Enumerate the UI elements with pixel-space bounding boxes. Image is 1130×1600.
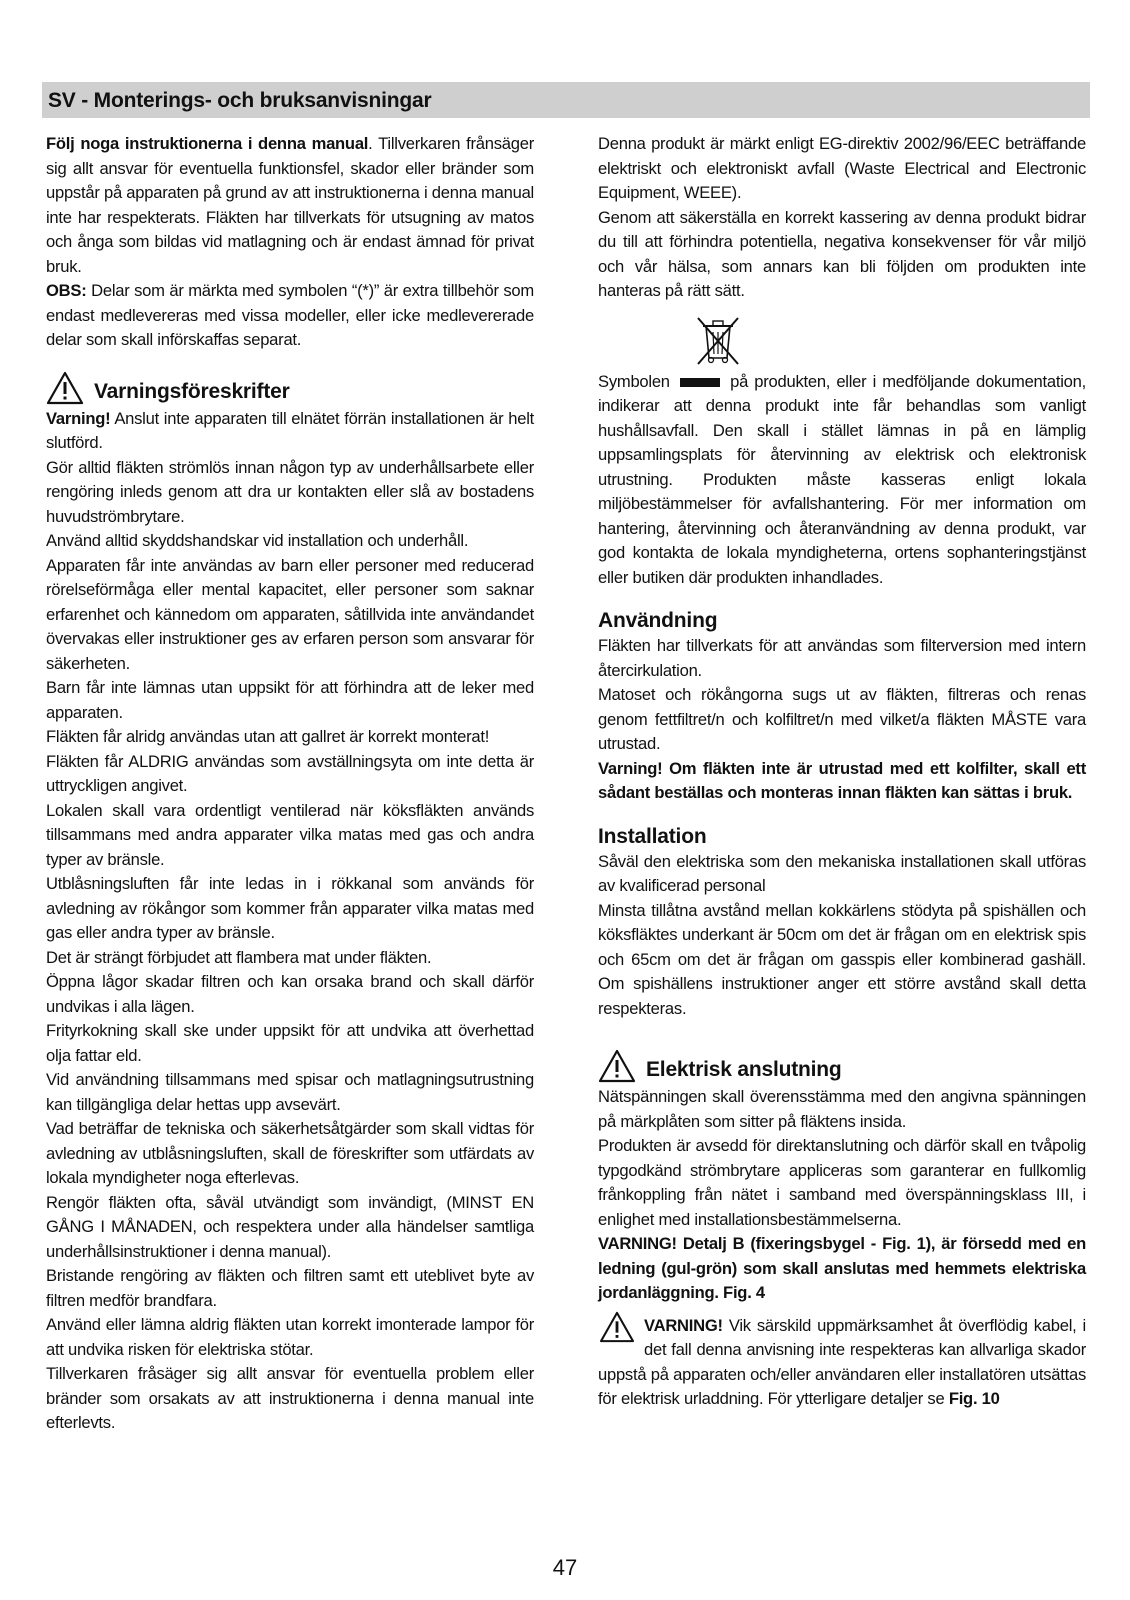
warning-paragraph: Rengör fläkten ofta, såväl utvändigt som invändigt, (MINST EN GÅNG I MÅNADEN, och respektera under alla händelser samtliga underhållsinstruktioner i denna manual).	[46, 1192, 534, 1261]
usage-paragraph-1: Fläkten har tillverkats för att användas som filterversion med intern återcirkulation.	[598, 636, 1086, 680]
warning-paragraph: Vid användning tillsammans med spisar och matlagningsutrustning kan tillgängliga delar hettas upp avsevärt.	[46, 1070, 534, 1114]
warning-paragraph: Barn får inte lämnas utan uppsikt för att förhindra att de leker med apparaten.	[46, 678, 534, 722]
warning-paragraph: Använd eller lämna aldrig fläkten utan korrekt imonterade lampor för att undvika risken för elektriska stötar.	[46, 1315, 534, 1359]
warning-label: Varning!	[46, 408, 111, 428]
final-warning-label: VARNING!	[644, 1315, 723, 1335]
electrical-warning: VARNING! Detalj B (fixeringsbygel - Fig. 1), är försedd med en ledning (gul-grön) som skall anslutas med hemmets elektriska jordanläggning. Fig. 4	[598, 1234, 1086, 1302]
warnings-heading-row	[46, 371, 534, 405]
left-column	[46, 132, 534, 1436]
warning-paragraph: Frityrkokning skall ske under uppsikt för att undvika att överhettad olja fattar eld.	[46, 1021, 534, 1065]
warning-paragraph: Använd alltid skyddshandskar vid installation och underhåll.	[46, 531, 469, 550]
electrical-heading: Elektrisk anslutning	[646, 1058, 842, 1081]
installation-paragraph-1: Såväl den elektriska som den mekaniska installationen skall utföras av kvalificerad personal	[598, 851, 1086, 895]
warning-first-text: Anslut inte apparaten till elnätet förrän installationen är helt slutförd.	[46, 408, 534, 452]
warning-triangle-icon	[46, 371, 84, 405]
weee-bar-symbol-icon	[680, 378, 720, 387]
warning-paragraph: Det är strängt förbjudet att flambera mat under fläkten.	[46, 947, 432, 967]
electrical-heading-row	[598, 1049, 1086, 1083]
usage-warning: Varning! Om fläkten inte är utrustad med ett kolfilter, skall ett sådant beställas och monteras innan fläkten kan sättas i bruk.	[598, 758, 1086, 802]
usage-heading: Användning	[598, 609, 718, 632]
warning-paragraph: Lokalen skall vara ordentligt ventilerad när köksfläkten används tillsammans med andra apparater vilka matas med gas och andra typer av bränsle.	[46, 800, 534, 869]
symbol-text: på produkten, eller i medföljande dokumentation, indikerar att denna produkt inte får behandlas som vanligt hushållsavfall. Den skall i stället lämnas in på en lämplig uppsamlingsplats för återvinning av elektrisk och elektronisk utrustning. Produkten måste kasseras enligt lokala miljöbestämmelser för avfallshantering. För mer information om hantering, återvinning och återanvändning av denna produkt, var god kontakta de lokala myndigheterna, ortens sophanteringstjänst eller butiken där produkten inhandlades.	[598, 371, 1086, 587]
obs-text: Delar som är märkta med symbolen “(*)” är extra tillbehör som endast medlevereras med vissa modeller, eller icke medlevererade delar som skall införskaffas separat.	[46, 281, 534, 349]
warning-paragraph: Vad beträffar de tekniska och säkerhetsåtgärder som skall vidtas för avledning av utblåsningsluften, skall de föreskrifter som utfärdats av lokala myndigheter noga efterlevas.	[46, 1119, 534, 1187]
warning-triangle-icon	[598, 1049, 636, 1083]
section-header-bar	[42, 82, 1090, 118]
installation-heading: Installation	[598, 824, 707, 848]
warning-paragraph: Tillverkaren fråsäger sig allt ansvar för eventuella problem eller bränder som orsakats av att instruktionerna i denna manual inte efterlevts.	[46, 1364, 534, 1432]
warning-paragraph: Utblåsningsluften får inte ledas in i rökkanal som används för avledning av rökångor som kommer från apparater vilka matas med gas eller andra typer av bränsle.	[46, 874, 534, 942]
weee-paragraph-1: Denna produkt är märkt enligt EG-direktiv 2002/96/EEC beträffande elektriskt och elektroniskt avfall (Waste Electrical and Electronic Equipment, WEEE).	[598, 134, 1086, 202]
page-number: 47	[552, 1555, 578, 1580]
electrical-paragraph-2: Produkten är avsedd för direktanslutning och därför skall en tvåpolig typgodkänd strömbrytare appliceras som garanterar en fullkomlig frånkoppling från nätet i samband med överspänningsklass III, i enlighet med installationsbestämmelserna.	[598, 1136, 1086, 1229]
warning-paragraph: Fläkten får alridg användas utan att gallret är korrekt monterat!	[46, 727, 490, 746]
final-warning-text: Vik särskild uppmärksamhet åt överflödig kabel, i det fall denna anvisning inte respekteras kan allvarliga skador uppstå på apparaten och/eller användaren eller installatören utsättas för elektrisk urladdning. För ytterligare detaljer se	[598, 1315, 1086, 1408]
final-warning-fig: Fig. 10	[948, 1389, 1000, 1408]
warning-paragraph: Öppna lågor skadar filtren och kan orsaka brand och skall därför undvikas i alla lägen.	[46, 972, 534, 1016]
intro-bold: Följ noga instruktionerna i denna manual	[46, 134, 369, 153]
symbol-paragraph	[598, 370, 1086, 591]
intro-text: . Tillverkaren frånsäger sig allt ansvar för eventuella funktionsfel, skador eller bränder som uppstår på apparaten på grund av att instruktionerna i denna manual inte har respekterats. Fläkten har tillverkats för utsugning av matos och ånga som bildas vid matlagning och är endast ämnad för privat bruk.	[46, 134, 534, 276]
symbol-word: Symbolen	[598, 371, 670, 391]
warning-paragraph: Bristande rengöring av fläkten och filtren samt ett uteblivet byte av filtren medför brandfara.	[46, 1266, 534, 1310]
final-warning-paragraph	[598, 1314, 1086, 1412]
right-column	[598, 132, 1086, 1412]
crossed-out-wheelie-bin-icon	[692, 314, 744, 366]
usage-paragraph-2: Matoset och rökångorna sugs ut av fläkten, filtreras och renas genom fettfiltret/n och kolfiltret/n med vilket/a fläkten MÅSTE vara utrustad.	[598, 685, 1086, 753]
installation-paragraph-2: Minsta tillåtna avstånd mellan kokkärlens stödyta på spishällen och köksfläktes underkant är 50cm om det är frågan om en elektrisk spis och 65cm om det är frågan om gasspis eller kombinerad gashäll. Om spishällens instruktioner anger ett större avstånd skall detta respekteras.	[598, 900, 1086, 1018]
warning-paragraph: Fläkten får ALDRIG användas som avställningsyta om inte detta är uttryckligen angivet.	[46, 751, 534, 795]
warning-paragraph: Apparaten får inte användas av barn eller personer med reducerad rörelseförmåga eller mental kapacitet, eller personer som saknar erfarenhet och kännedom om apparaten, såtillvida inte användandet övervakas eller instruktioner ges av erfaren person som ansvarar för säkerheten.	[46, 555, 534, 673]
warning-paragraph: Gör alltid fläkten strömlös innan någon typ av underhållsarbete eller rengöring inleds genom att dra ur kontakten eller slå av bostadens huvudströmbrytare.	[46, 457, 534, 526]
obs-label: OBS:	[46, 281, 87, 300]
intro-paragraph	[46, 132, 534, 279]
obs-paragraph	[46, 279, 534, 353]
electrical-paragraph-1: Nätspänningen skall överensstämma med den angivna spänningen på märkplåten som sitter på fläktens insida.	[598, 1087, 1086, 1131]
warning-first-paragraph	[46, 407, 534, 456]
warning-triangle-icon	[598, 1311, 636, 1343]
section-title: SV - Monterings- och bruksanvisningar	[48, 89, 432, 112]
warnings-heading: Varningsföreskrifter	[94, 379, 290, 403]
weee-paragraph-2: Genom att säkerställa en korrekt kassering av denna produkt bidrar du till att förhindra potentiella, negativa konsekvenser för vår miljö och vår hälsa, som annars kan bli följden om produkten inte hanteras på rätt sätt.	[598, 207, 1086, 300]
